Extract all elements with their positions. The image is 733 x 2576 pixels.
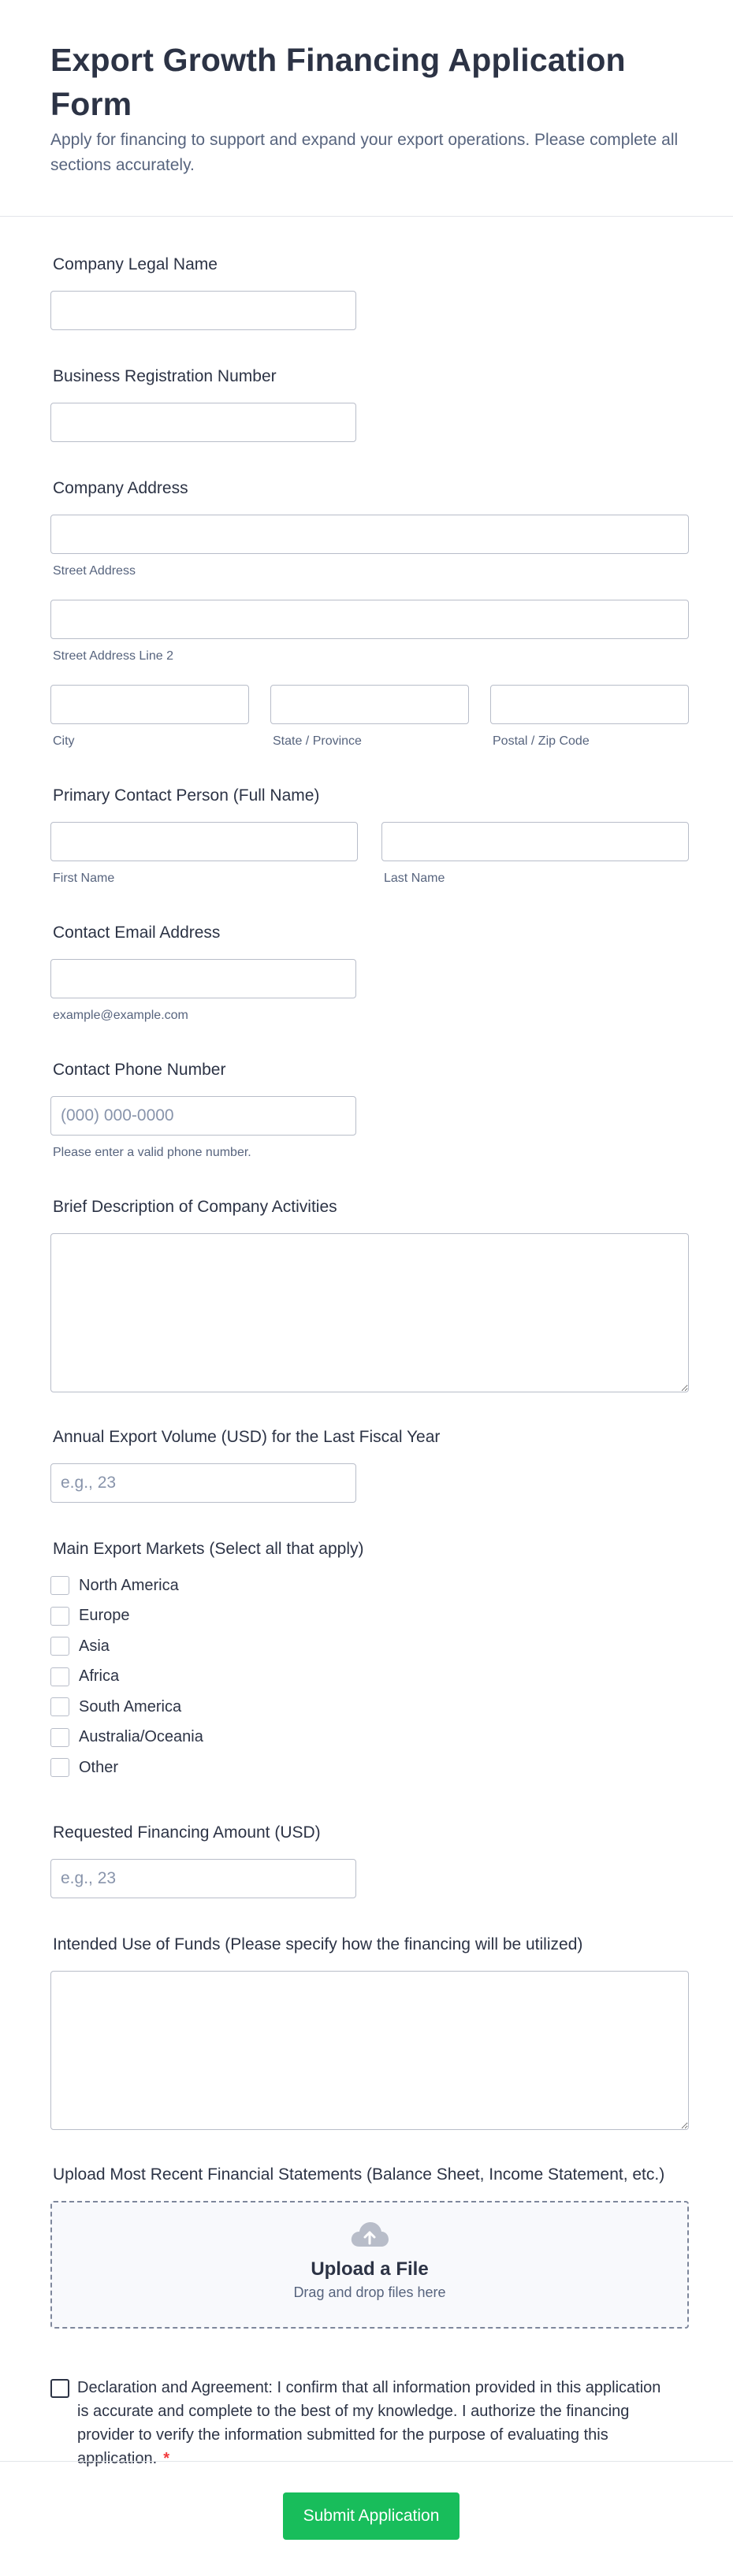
description-textarea[interactable]: [50, 1233, 689, 1392]
contact-name-label: Primary Contact Person (Full Name): [53, 786, 320, 805]
market-option-africa[interactable]: Africa: [50, 1662, 683, 1693]
phone-sublabel: Please enter a valid phone number.: [53, 1146, 251, 1159]
state-input[interactable]: [270, 685, 469, 724]
registration-field: [50, 366, 683, 442]
checkbox[interactable]: [50, 1576, 69, 1595]
amount-input[interactable]: [50, 1859, 356, 1898]
contact-name-row: [50, 822, 689, 887]
required-mark: *: [163, 2449, 169, 2467]
form-body: [0, 255, 733, 2470]
street-address-line2-input[interactable]: [50, 600, 689, 639]
upload-field: [50, 2165, 683, 2329]
checkbox[interactable]: [50, 1728, 69, 1747]
email-label: Contact Email Address: [53, 924, 221, 942]
street-address-input[interactable]: [50, 515, 689, 554]
street-address-line2-sublabel: Street Address Line 2: [53, 649, 173, 663]
registration-input[interactable]: [50, 403, 356, 442]
address-label: Company Address: [53, 479, 188, 497]
description-label: Brief Description of Company Activities: [53, 1198, 337, 1216]
submit-button[interactable]: Submit Application: [283, 2492, 460, 2540]
amount-label: Requested Financing Amount (USD): [53, 1823, 321, 1842]
checkbox[interactable]: [50, 1637, 69, 1656]
checkbox[interactable]: [50, 1667, 69, 1686]
declaration-checkbox[interactable]: [50, 2379, 69, 2398]
checkbox[interactable]: [50, 1697, 69, 1716]
export-volume-field: [50, 1427, 683, 1503]
file-dropzone[interactable]: [50, 2201, 689, 2329]
phone-input[interactable]: [50, 1096, 356, 1136]
markets-checkbox-list: [50, 1571, 683, 1783]
first-name-sublabel: First Name: [53, 872, 115, 885]
registration-label: Business Registration Number: [53, 367, 277, 385]
address-field: [50, 478, 683, 749]
form-footer: [0, 2461, 733, 2576]
markets-label: Main Export Markets (Select all that apply): [53, 1540, 364, 1558]
email-field: [50, 923, 683, 1024]
market-option-north-america[interactable]: North America: [50, 1571, 683, 1601]
market-option-europe[interactable]: Europe: [50, 1601, 683, 1632]
markets-field: [50, 1539, 683, 1783]
upload-label: Upload Most Recent Financial Statements (Balance Sheet, Income Statement, etc.): [53, 2165, 665, 2184]
city-state-zip-row: [50, 685, 689, 749]
market-option-other[interactable]: Other: [50, 1753, 683, 1783]
use-of-funds-label: Intended Use of Funds (Please specify how the financing will be utilized): [53, 1935, 583, 1953]
street-address-sublabel: Street Address: [53, 564, 136, 578]
description-field: [50, 1197, 683, 1392]
form-header: [0, 0, 733, 217]
company-name-input[interactable]: [50, 291, 356, 330]
market-option-australia-oceania[interactable]: Australia/Oceania: [50, 1723, 683, 1753]
checkbox[interactable]: [50, 1607, 69, 1626]
last-name-input[interactable]: [381, 822, 689, 861]
cloud-upload-icon: [350, 2220, 389, 2250]
use-of-funds-textarea[interactable]: [50, 1971, 689, 2130]
upload-hint: Drag and drop files here: [293, 2284, 446, 2300]
declaration-text: Declaration and Agreement: I confirm that all information provided in this application is accurate and complete to the best of my knowledge. I authorize the financing provider to verify the information submitted for the purpose of evaluating this application.: [77, 2378, 661, 2467]
email-input[interactable]: [50, 959, 356, 998]
city-sublabel: City: [53, 734, 75, 748]
page-description: Apply for financing to support and expand your export operations. Please complete all sections accurately.: [50, 131, 679, 174]
declaration-field: [50, 2376, 673, 2470]
phone-field: [50, 1060, 683, 1161]
company-name-label: Company Legal Name: [53, 255, 218, 273]
use-of-funds-field: [50, 1935, 683, 2130]
first-name-input[interactable]: [50, 822, 358, 861]
export-volume-input[interactable]: [50, 1463, 356, 1503]
company-name-field: [50, 255, 683, 330]
upload-title: Upload a File: [311, 2258, 429, 2280]
zip-sublabel: Postal / Zip Code: [493, 734, 590, 748]
page-title: Export Growth Financing Application Form: [50, 42, 626, 122]
email-sublabel: example@example.com: [53, 1009, 188, 1022]
market-option-asia[interactable]: Asia: [50, 1631, 683, 1662]
city-input[interactable]: [50, 685, 249, 724]
state-sublabel: State / Province: [273, 734, 362, 748]
phone-label: Contact Phone Number: [53, 1061, 226, 1079]
checkbox[interactable]: [50, 1758, 69, 1777]
export-volume-label: Annual Export Volume (USD) for the Last Fiscal Year: [53, 1428, 441, 1446]
contact-name-field: [50, 786, 683, 887]
market-option-south-america[interactable]: South America: [50, 1692, 683, 1723]
amount-field: [50, 1823, 683, 1898]
zip-input[interactable]: [490, 685, 689, 724]
last-name-sublabel: Last Name: [384, 872, 445, 885]
